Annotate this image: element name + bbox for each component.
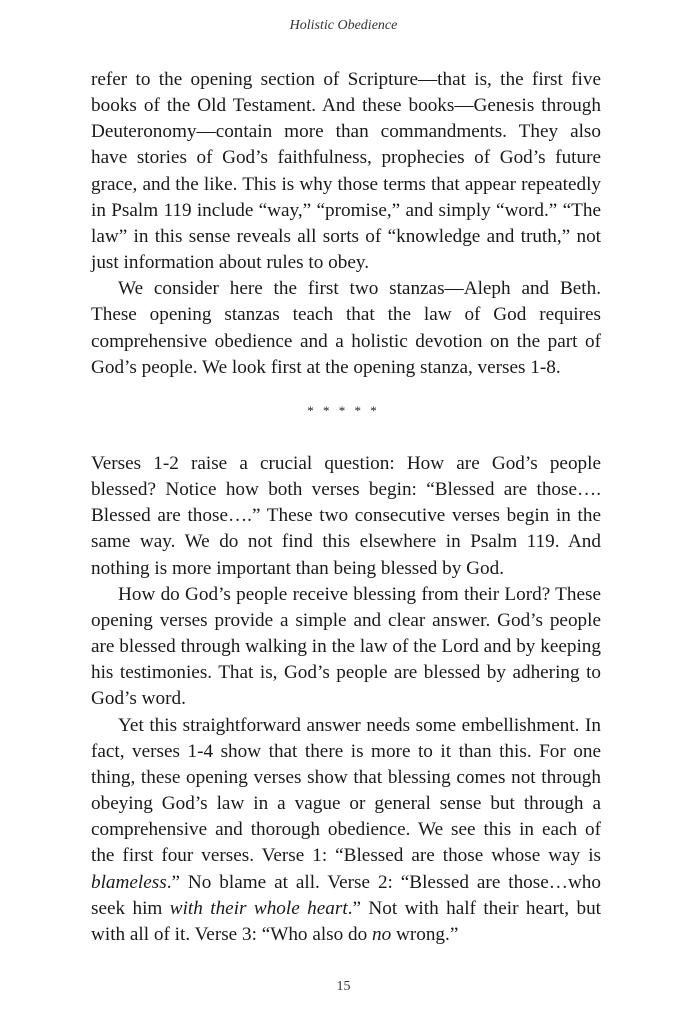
text-run: .” No blame at all. Verse 2: “Blessed are those…who seek him [91,871,601,919]
paragraph: We consider here the first two stanzas—Aleph and Beth. These opening stanzas teach that the law of God requires comprehensive obedience and a holistic devotion on the part of God’s people. We look first at the opening stanza, verses 1-8. [91,278,601,378]
body-text-section-2 [91,451,601,948]
text-run: wrong.” [391,923,459,945]
running-head: Holistic Obedience [289,18,398,33]
body-text-section-1 [91,67,601,381]
text-run: Yet this straightforward answer needs some embellishment. In fact, verses 1-4 show that there is more to it than this. For one thing, these opening verses show that blessing comes not through obeying God’s law in a vague or general sense but through a comprehensive and thorough obedience. We see this in each of the first four verses. Verse 1: “Blessed are those whose way is [91,714,601,867]
emphasis-text: no [372,923,392,945]
paragraph: refer to the opening section of Scripture—that is, the first five books of the Old Testament. And these books—Genesis through Deuteronomy—contain more than commandments. They also have stories of God’s faithfulness, prophecies of God’s future grace, and the like. This is why those terms that appear repeatedly in Psalm 119 include “way,” “promise,” and simply “word.” “The law” in this sense reveals all sorts of “knowledge and truth,” not just information about rules to obey. [91,69,601,274]
emphasis-text: blameless [91,871,167,893]
page-number: 15 [336,979,351,994]
emphasis-text: with their whole heart [169,897,348,919]
text-run: .” Not with half their heart, but with all of it. Verse 3: “Who also do [91,897,601,945]
paragraph: How do God’s people receive blessing from their Lord? These opening verses provide a simple and clear answer. God’s people are blessed through walking in the law of the Lord and by keeping his testimonies. That is, God’s people are blessed by adhering to God’s word. [91,583,601,710]
paragraph [91,713,601,948]
paragraph: Verses 1-2 raise a crucial question: How are God’s people blessed? Notice how both verses begin: “Blessed are those…. Blessed are those….” These two consecutive verses begin in the same way. We do not find this elsewhere in Psalm 119. And nothing is more important than being blessed by God. [91,453,601,579]
section-break-asterisks: * * * * * [307,403,380,418]
